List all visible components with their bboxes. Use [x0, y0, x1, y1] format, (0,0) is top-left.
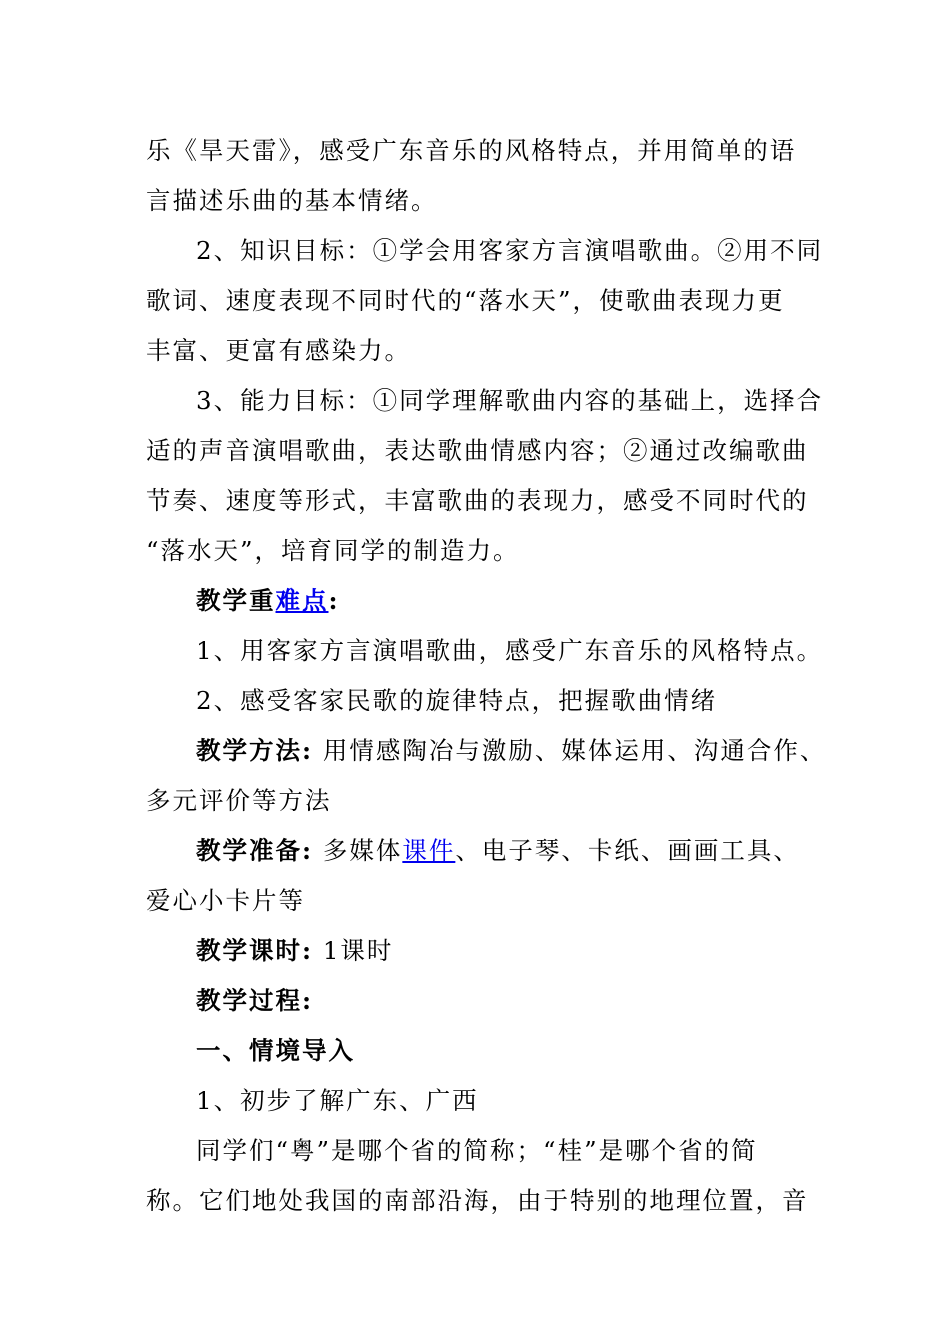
knowledge-goal: 2、知识目标：①学会用客家方言演唱歌曲。②用不同: [196, 236, 824, 265]
text-line: 歌词、速度表现不同时代的“落水天”，使歌曲表现力更: [146, 286, 785, 315]
hours-value: 1课时: [322, 936, 394, 965]
text-line: 言描述乐曲的基本情绪。: [146, 186, 438, 215]
key-point-item: 2、感受客家民歌的旋律特点，把握歌曲情绪: [196, 686, 718, 715]
preparation-label: 教学准备:: [196, 836, 314, 865]
key-points-heading-text: 教学重: [196, 586, 276, 615]
difficulty-link[interactable]: 难点: [275, 586, 329, 615]
document-page: [146, 126, 826, 1226]
key-points-colon: :: [328, 586, 340, 615]
text-line: 称。它们地处我国的南部沿海，由于特别的地理位置，音: [146, 1186, 809, 1215]
key-points-heading: [146, 576, 826, 626]
text-line: 丰富、更富有感染力。: [146, 336, 411, 365]
ability-goal: 3、能力目标：①同学理解歌曲内容的基础上，选择合: [196, 386, 824, 415]
methods-text-cont: 多元评价等方法: [146, 786, 332, 815]
key-point-item: 1、用客家方言演唱歌曲，感受广东音乐的风格特点。: [196, 636, 824, 665]
preparation-paragraph: [146, 826, 826, 876]
hours-paragraph: [146, 926, 826, 976]
methods-label: 教学方法:: [196, 736, 314, 765]
methods-text: 用情感陶冶与激励、媒体运用、沟通合作、: [322, 736, 827, 765]
step-item: 1、初步了解广东、广西: [196, 1086, 479, 1115]
preparation-text: 多媒体: [322, 836, 403, 865]
text-line: 适的声音演唱歌曲，表达歌曲情感内容；②通过改编歌曲: [146, 436, 809, 465]
preparation-text-cont: 爱心小卡片等: [146, 886, 305, 915]
text-line: 节奏、速度等形式，丰富歌曲的表现力，感受不同时代的: [146, 486, 809, 515]
text-line: “落水天”，培育同学的制造力。: [146, 536, 520, 565]
methods-paragraph: [146, 726, 826, 776]
process-heading: 教学过程:: [196, 986, 314, 1015]
text-line: 乐《旱天雷》，感受广东音乐的风格特点，并用简单的语: [146, 136, 797, 165]
courseware-link[interactable]: 课件: [402, 836, 456, 865]
preparation-text-after: 、电子琴、卡纸、画画工具、: [455, 836, 800, 865]
section-heading: 一、情境导入: [196, 1036, 355, 1065]
text-line: 同学们“粤”是哪个省的简称；“桂”是哪个省的简: [196, 1136, 758, 1165]
hours-label: 教学课时:: [196, 936, 314, 965]
